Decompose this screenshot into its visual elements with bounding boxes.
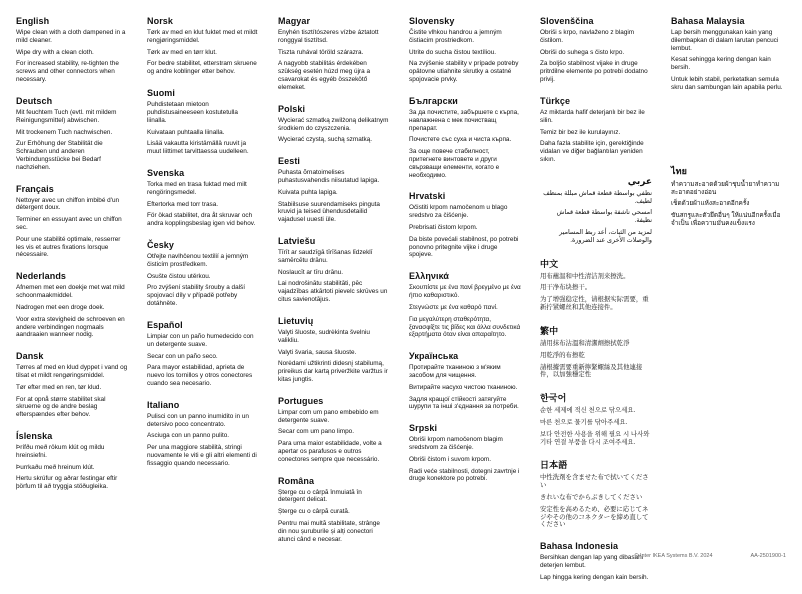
copyright-text: © Inter IKEA Systems B.V. 2024	[634, 553, 713, 559]
language-section	[540, 96, 652, 164]
instruction-text: Lai nodrošinātu stabilitāti, pēc vajadzības atkārtoti pievelc skrūves un citus savienotājus.	[278, 280, 388, 304]
language-section	[147, 400, 259, 468]
instruction-text: Lap hingga kering dengan kain bersih.	[540, 573, 649, 581]
instruction-text: きれいな布でからぶきしてください	[540, 494, 643, 501]
language-column	[16, 16, 128, 594]
language-title: Български	[409, 95, 458, 106]
instruction-text: Þrífðu með rökum klút og mildu hreinsiefni.	[16, 444, 105, 459]
instruction-text: Limpar com um pano embebido em detergente suave.	[278, 408, 379, 424]
instruction-text: Hertu skrúfur og aðrar festingar eftir þörfum til að tryggja stöðugleika.	[16, 475, 118, 491]
instruction-text: 安定性を高めるため、必要に応じてネジやその他のコネクターを締め直してください	[540, 505, 649, 529]
instruction-text: Stabiilsuse suurendamiseks pinguta kruvid ja teised ühendusdetailid vajadusel uuesti üle.	[278, 200, 380, 224]
instruction-text: Lisää vakautta kiristämällä ruuvit ja muut liittimet tarvittaessa uudelleen.	[147, 140, 249, 156]
instruction-text: Șterge cu o cârpă înmuiată în detergent delicat.	[278, 488, 362, 504]
instruction-text: 用布蘸温和中性清洁剂来擦洗。	[540, 272, 630, 280]
language-title: Magyar	[278, 16, 311, 26]
instruction-text: Valyti šluoste, sudrėkinta švelniu valikliu.	[278, 328, 370, 344]
instruction-text: لمزيد من الثبات، أعد ربط المسامير والوصلات الأخرى عند الضرورة.	[559, 229, 652, 244]
language-section	[278, 396, 390, 464]
instruction-text: Tiszta ruhával töröld szárazra.	[278, 48, 364, 56]
language-title: 한국어	[540, 393, 567, 404]
language-section	[409, 423, 521, 483]
language-title: Español	[147, 319, 183, 330]
language-section	[16, 96, 128, 172]
instruction-text: نظفي بواسطة قطعة قماش مبللة بمنظف لطيف.	[543, 189, 652, 205]
instruction-text: Očistiti krpom namočenom u blago sredstvo za čišćenje.	[409, 204, 508, 220]
instruction-text: Prebrisati čistom krpom.	[409, 224, 478, 231]
instruction-text: Протирайте тканиною з м'яким засобом для чищення.	[409, 364, 501, 379]
instruction-text: Daha fazla stabilite için, gerektiğinde vidaları ve diğer bağlantıları yeniden sıkın.	[540, 140, 644, 163]
language-section	[16, 271, 128, 339]
instruction-text: Pour une stabilité optimale, resserrer les vis et autres fixations lorsque nécessaire.	[16, 235, 121, 259]
instruction-text: Tīrīt ar saudzīgā tīrīšanas līdzeklī samērcētu drānu.	[278, 249, 373, 264]
instruction-text: Puhdistetaan mietoon puhdistusaineeseen kostutetulla liinalla.	[147, 101, 238, 124]
language-title: Українська	[409, 351, 459, 362]
instruction-text: Enyhén tisztítószeres vízbe áztatott ronggyal tisztítsd.	[278, 29, 379, 44]
language-section	[147, 16, 259, 76]
instruction-text: Norėdami užtikrinti didesnį stabilumą, prireikus dar kartą priveržkite varžtus ir kitas jungtis.	[278, 360, 388, 383]
instruction-text: Pro zvýšení stability šrouby a další spojovací díly v případě potřeby dotáhněte.	[147, 284, 246, 308]
language-title: Italiano	[147, 399, 180, 410]
language-section	[540, 16, 652, 84]
language-section	[540, 176, 652, 245]
instruction-text: Wipe dry with a clean cloth.	[16, 48, 94, 56]
instruction-text: Mit feuchtem Tuch (evtl. mit mildem Reinigungsmittel) abwischen.	[16, 108, 117, 124]
instruction-text: Otřejte navlhčenou textilií a jemným čisticím prostředkem.	[147, 253, 249, 268]
instruction-text: Temiz bir bez ile kurulayınız.	[540, 128, 621, 136]
instruction-text: Витирайте насухо чистою тканиною.	[409, 383, 518, 391]
language-title: Polski	[278, 103, 306, 114]
language-section	[278, 104, 390, 144]
language-title: Portugues	[278, 395, 324, 406]
language-section	[16, 184, 128, 260]
instruction-text: Σκουπίστε με ένα πανί βρεγμένο με ένα ήπιο καθαριστικό.	[409, 284, 521, 300]
language-title: Türkçe	[540, 95, 571, 106]
language-section	[147, 88, 259, 156]
language-section	[540, 257, 652, 312]
instruction-text: Secar com um pano limpo.	[278, 428, 355, 436]
instruction-text: 用乾淨的布擦乾	[540, 351, 585, 359]
instruction-text: Asciuga con un panno pulito.	[147, 432, 230, 440]
instruction-text: Radi veće stabilnosti, dotegni zavrtnje i druge konektore po potrebi.	[409, 467, 520, 483]
instruction-text: Per una maggiore stabilità, stringi nuovamente le viti e gli altri elementi di fissaggio quando necessario.	[147, 444, 257, 467]
instruction-text: Nettoyer avec un chiffon imbibé d'un détergent doux.	[16, 196, 120, 212]
instruction-text: Pentru mai multă stabilitate, strânge din nou șuruburile și alți conectori atunci când e necesar.	[278, 520, 380, 543]
language-column	[671, 16, 783, 594]
instruction-text: Zur Erhöhung der Stabilität die Schrauben und anderen Verbindungsstücke bei Bedarf nachziehen.	[16, 140, 103, 171]
language-column	[147, 16, 259, 594]
instruction-text: Za boljšo stabilnost vijake in druge pritrdilne elemente po potrebi dodatno privij.	[540, 60, 648, 84]
instruction-text: 用干净布块擦干。	[540, 284, 592, 292]
language-title: Česky	[147, 240, 175, 250]
language-section	[278, 236, 390, 304]
instruction-text: Obriši krpom namočenom blagim sredstvom za čišćenje.	[409, 436, 503, 451]
instruction-text: Para uma maior estabilidade, volte a apertar os parafusos e outros conectores sempre que necessário.	[278, 440, 382, 463]
instruction-text: Eftertorka med torr trasa.	[147, 200, 219, 208]
instruction-text: Az miktarda hafif deterjanlı bir bez ile silin.	[540, 108, 645, 124]
language-section	[278, 316, 390, 384]
language-section	[16, 431, 128, 491]
instruction-text: Tørk av med en klut fuktet med et mildt rengjøringsmiddel.	[147, 29, 258, 44]
instruction-text: Valyti švaria, sausa šluoste.	[278, 348, 357, 356]
instruction-text: Задля кращої стійкості затягуйте шурупи та інші з'єднання за потреби.	[409, 395, 519, 411]
language-column	[278, 16, 390, 594]
instruction-text: Kuivataan puhtaalla liinalla.	[147, 128, 225, 136]
instruction-text: Nadrogen met een droge doek.	[16, 303, 105, 311]
language-title: Bahasa Malaysia	[671, 16, 745, 26]
instruction-text: Obriši čistom i suvom krpom.	[409, 455, 492, 463]
instruction-text: Tørk av med en tørr klut.	[147, 48, 217, 56]
instruction-text: 請用抹布沾溫和清潔劑擦拭乾淨	[540, 339, 630, 347]
instruction-text: 中性洗剤を含ませた布で拭いてください	[540, 474, 649, 490]
instruction-text: Terminer en essuyant avec un chiffon sec.	[16, 216, 122, 231]
page-footer	[634, 553, 786, 559]
language-section	[278, 16, 390, 92]
language-title: ไทย	[671, 165, 688, 176]
language-title: Bahasa Indonesia	[540, 541, 619, 552]
language-title: Slovensky	[409, 16, 455, 26]
instruction-text: För ökad stabilitet, dra åt skruvar och andra kopplingsbeslag igen vid behov.	[147, 212, 256, 228]
language-section	[540, 541, 652, 581]
instruction-text: 순한 세제에 적신 천으로 닦으세요.	[540, 407, 636, 415]
language-section	[540, 391, 652, 446]
instruction-text: 为了增强稳定性，请根据实际需要，重新拧紧螺丝和其他连接件。	[540, 296, 649, 312]
language-title: Deutsch	[16, 95, 53, 106]
language-title: 日本語	[540, 460, 568, 471]
instruction-text: Obriši do suhega s čisto krpo.	[540, 48, 625, 56]
instruction-text: Obriši s krpo, navlaženo z blagim čistilom.	[540, 29, 635, 44]
language-section	[147, 168, 259, 228]
instruction-text: ทำความสะอาดด้วยผ้าชุบน้ำยาทำความสะอาดอย่างอ่อน	[671, 180, 780, 196]
language-section	[540, 324, 652, 379]
language-title: Nederlands	[16, 271, 67, 282]
instruction-text: Mit trockenem Tuch nachwischen.	[16, 128, 113, 136]
language-title: Latviešu	[278, 236, 316, 246]
language-section	[147, 320, 259, 388]
instruction-text: Untuk lebih stabil, perketatkan semula skru dan sambungan lain apabila perlu.	[671, 76, 783, 91]
instruction-text: For at opnå større stabilitet skal skruerne og de andre beslag efterspændes efter behov.	[16, 395, 106, 419]
instruction-text: Afnemen met een doekje met wat mild schoonmaakmiddel.	[16, 284, 125, 300]
language-title: Norsk	[147, 16, 174, 26]
language-section	[409, 16, 521, 84]
language-title: 中文	[540, 258, 559, 269]
instruction-text: 보다 안전한 사용을 위해 필요 시 나사와 기타 연결 부품을 다시 조여주세요.	[540, 430, 650, 446]
instruction-text: 請根據需要重新擰緊螺絲及其他連接件，以加強穩定性	[540, 363, 643, 379]
language-title: Lietuvių	[278, 315, 314, 326]
instruction-text: Puhasta õrnatoimelises puhastusvahendis niisutatud lapiga.	[278, 169, 380, 184]
language-section	[409, 351, 521, 411]
instruction-text: Limpiar con un paño humedecido con un detergente suave.	[147, 332, 254, 348]
language-section	[16, 16, 128, 84]
instruction-text: For bedre stabilitet, etterstram skruene og andre koblinger etter behov.	[147, 60, 257, 76]
instruction-text: 마른 천으로 물기를 닦아주세요.	[540, 418, 628, 426]
language-title: 繁中	[540, 325, 559, 336]
language-section	[409, 96, 521, 180]
instruction-text: За да почистите, забършете с кърпа, навлажнена с мек почистващ препарат.	[409, 108, 519, 132]
language-title: Suomi	[147, 88, 176, 99]
instruction-text: Torka med en trasa fuktad med milt rengöringsmedel.	[147, 180, 247, 196]
instruction-text: เช็ดด้วยผ้าแห้งสะอาดอีกครั้ง	[671, 200, 750, 208]
instruction-text: For increased stability, re-tighten the screws and other connectors when necessary.	[16, 60, 119, 84]
instruction-text: Čistite vlhkou handrou a jemným čistiacim prostriedkom.	[409, 29, 502, 44]
instruction-text: Þurrkaðu með hreinum klút.	[16, 463, 95, 471]
language-title: Slovenščina	[540, 16, 594, 26]
instruction-text: Utrite do sucha čistou textíliou.	[409, 48, 497, 56]
instruction-text: Osušte čistou utěrkou.	[147, 272, 211, 280]
language-title: Srpski	[409, 423, 438, 434]
instruction-text: Tørres af med en klud dyppet i vand og tilsat et mildt rengøringsmiddel.	[16, 364, 128, 379]
instruction-text: Pulisci con un panno inumidito in un detersivo poco concentrato.	[147, 412, 249, 428]
language-title: Ελληνικά	[409, 271, 450, 282]
instruction-text: Για μεγαλύτερη σταθερότητα, ξανασφίξτε τις βίδες και άλλα συνδετικά εξαρτήματα όταν είναι απαραίτητο.	[409, 315, 521, 339]
language-section	[278, 156, 390, 224]
instruction-text: За още повече стабилност, притегнете винтовете и други свързващи елементи, когато е необходимо.	[409, 148, 500, 179]
instruction-text: Na zvýšenie stability v prípade potreby opätovne utiahnite skrutky a ostatné spojovacie prvky.	[409, 60, 519, 84]
instruction-text: ขันสกรูและตัวยึดอื่นๆ ให้แน่นอีกครั้งเมื่อจำเป็น เพื่อความมั่นคงแข็งแรง	[671, 212, 781, 227]
language-title: Íslenska	[16, 431, 53, 441]
language-section	[671, 164, 783, 228]
instruction-text: Почистете със суха и чиста кърпа.	[409, 136, 512, 144]
instruction-text: Wipe clean with a cloth dampened in a mild cleaner.	[16, 29, 126, 44]
instruction-text: Tør efter med en ren, tør klud.	[16, 383, 102, 391]
instruction-text: Στεγνώστε με ένα καθαρό πανί.	[409, 303, 498, 311]
language-title: Dansk	[16, 351, 44, 362]
instruction-text: Para mayor estabilidad, aprieta de nuevo los tornillos y otros conectores cuando sea necesario.	[147, 364, 253, 387]
language-section	[671, 16, 783, 92]
language-section	[409, 191, 521, 259]
instruction-text: Secar con un paño seco.	[147, 352, 218, 360]
instruction-text: Voor extra stevigheid de schroeven en andere verbindingen nogmaals aandraaien wanneer nodig.	[16, 315, 125, 339]
instruction-text: A nagyobb stabilitás érdekében szükség esetén húzd meg újra a csavarokat és egyéb összekötő elemeket.	[278, 60, 371, 91]
language-title: عربي	[627, 175, 652, 186]
language-section	[540, 458, 652, 529]
instruction-text: Bersihkan dengan lap yang dibasahi deterjen lembut.	[540, 554, 644, 570]
language-title: English	[16, 16, 50, 26]
instruction-text: Wycierać szmatką zwilżoną delikatnym środkiem do czyszczenia.	[278, 116, 389, 132]
document-number: AA-2501900-1	[750, 553, 786, 559]
instruction-text: Kuivata puhta lapiga.	[278, 188, 338, 196]
instruction-text: Noslaucīt ar tīru drānu.	[278, 268, 344, 276]
language-title: Eesti	[278, 156, 301, 167]
language-title: Français	[16, 183, 54, 194]
language-section	[16, 351, 128, 419]
instruction-text: Șterge cu o cârpă curată.	[278, 508, 350, 516]
instruction-text: Kesat sehingga kering dengan kain bersih.	[671, 56, 771, 72]
language-title: Svenska	[147, 167, 185, 178]
language-title: Hrvatski	[409, 191, 446, 202]
instruction-text: امسحي ناشفة بواسطة قطعة قماش نظيفة.	[556, 209, 652, 225]
language-section	[409, 271, 521, 339]
instruction-text: Da biste povećali stabilnost, po potrebi ponovno pritegnite vijke i druge spojeve.	[409, 235, 519, 259]
instruction-text: Lap bersih menggunakan kain yang dilembapkan di dalam larutan pencuci lembut.	[671, 29, 779, 52]
language-column	[540, 16, 652, 594]
language-column	[409, 16, 521, 594]
language-section	[278, 476, 390, 544]
language-section	[147, 240, 259, 308]
language-title: Româna	[278, 475, 315, 486]
instruction-text: Wycierać czystą, suchą szmatką.	[278, 136, 373, 144]
